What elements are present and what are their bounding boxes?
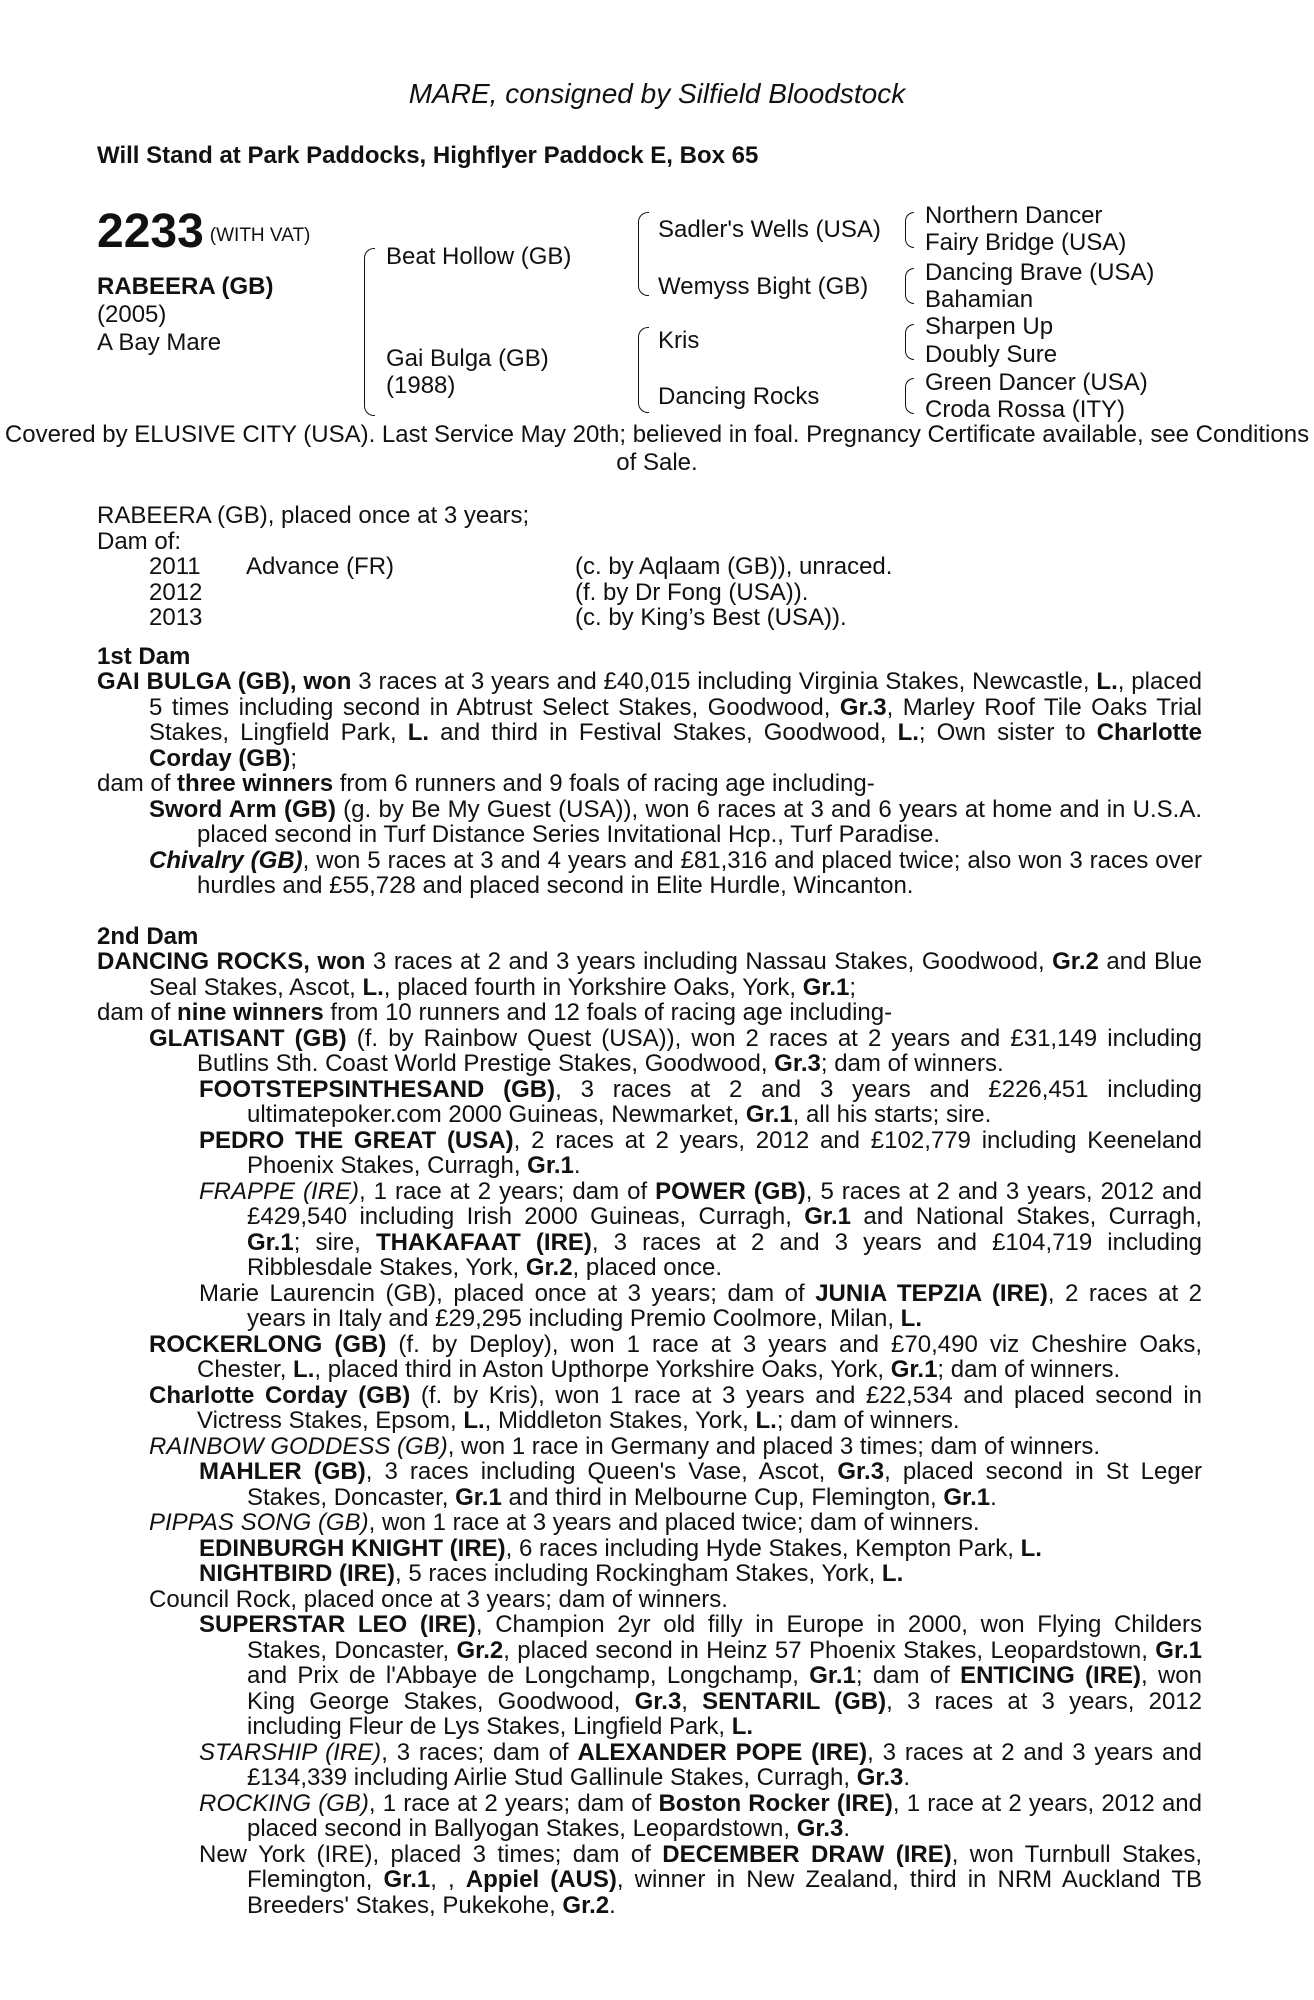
offspring-entry: [97, 1536, 1202, 1562]
group-mark: Gr.1: [745, 1101, 793, 1128]
first-dam-heading: 1st Dam: [97, 642, 191, 670]
horse-description: A Bay Mare: [97, 329, 222, 356]
text: , placed fourth in Yorkshire Oaks, York,: [383, 973, 803, 1001]
offspring-name: DECEMBER DRAW (IRE): [662, 1840, 952, 1868]
text: , 6 races including Hyde Stakes, Kempton Park,: [505, 1534, 1021, 1562]
produce-list: [97, 554, 1202, 631]
second-dam-summary: [97, 1000, 1202, 1026]
offspring-name: ROCKING (GB): [199, 1789, 369, 1817]
offspring-entry: [97, 1561, 1202, 1587]
offspring-name: JUNIA TEPZIA (IRE): [815, 1279, 1048, 1307]
text: and third in Festival Stakes, Goodwood,: [429, 719, 898, 746]
offspring-entry: [97, 1434, 1202, 1460]
offspring-entry: [97, 1459, 1202, 1510]
text: , 3 races at 3 years, 2012 including Fleur de Lys Stakes, Lingfield Park,: [247, 1687, 1202, 1740]
text: ; dam of winners.: [937, 1356, 1121, 1383]
offspring-name: RAINBOW GODDESS (GB): [149, 1432, 448, 1460]
group-mark: Gr.1: [383, 1866, 431, 1893]
text: , 3 races at 2 and 3 years and £226,451 including ultimatepoker.com 2000 Guineas, Newmarket,: [247, 1075, 1202, 1128]
offspring-name: SUPERSTAR LEO (IRE): [199, 1611, 476, 1638]
group-mark: Gr.2: [1052, 948, 1099, 975]
pedigree-gen3-6: Doubly Sure: [925, 341, 1058, 368]
text: , all his starts; sire.: [792, 1101, 992, 1128]
text: , 5 races at 2 and 3 years, 2012 and £429,540 including Irish 2000 Guineas, Curragh,: [247, 1177, 1202, 1230]
listed-mark: L.: [897, 719, 919, 746]
listed-mark: L.: [293, 1356, 315, 1383]
text: , 1 race at 2 years; dam of: [359, 1177, 656, 1205]
text: New York (IRE), placed 3 times; dam of: [199, 1840, 663, 1868]
text: , 5 races including Rockingham Stakes, York,: [394, 1560, 882, 1587]
text: ;: [849, 973, 857, 1001]
group-mark: Gr.1: [943, 1483, 991, 1511]
text: .: [573, 1152, 581, 1179]
offspring-name: PIPPAS SONG (GB): [149, 1509, 369, 1536]
offspring-name: Appiel (AUS): [465, 1866, 617, 1893]
text: , placed 5 times including second in Abtrust Select Stakes, Goodwood,: [149, 668, 1203, 721]
offspring-name: POWER (GB): [655, 1177, 806, 1205]
listed-mark: L.: [731, 1713, 754, 1740]
text: , won 5 races at 3 and 4 years and £81,316 and placed twice; also won 3 races over hurdles and £55,728 and placed second in Elite Hurdle, Wincanton.: [197, 846, 1202, 899]
text: .: [843, 1815, 851, 1842]
listed-mark: L.: [1020, 1534, 1042, 1562]
listed-mark: L.: [900, 1305, 922, 1332]
offspring-entry: [97, 1510, 1202, 1536]
offspring-name: ALEXANDER POPE (IRE): [577, 1738, 868, 1766]
sister-name: Charlotte Corday (GB): [149, 719, 1202, 772]
page-title: MARE, consigned by Silfield Bloodstock: [408, 78, 906, 109]
offspring-entry: [97, 1128, 1202, 1179]
text: 3 races at 3 years and £40,015 including Virginia Stakes, Newcastle,: [351, 668, 1097, 695]
text: , 1 race at 2 years; dam of: [368, 1789, 659, 1817]
offspring-name: ROCKERLONG (GB): [149, 1330, 387, 1358]
text: , won King George Stakes, Goodwood,: [247, 1662, 1202, 1715]
winners-count: three winners: [177, 770, 334, 797]
text: , 2 races at 2 years in Italy and £29,295 including Premio Coolmore, Milan,: [247, 1279, 1202, 1332]
offspring-entry: [97, 1587, 1202, 1613]
pedigree-sire: Beat Hollow (GB): [386, 243, 572, 270]
text: , placed second in St Leger Stakes, Doncaster,: [247, 1458, 1203, 1511]
group-mark: Gr.1: [527, 1152, 574, 1179]
pedigree-gen3-3: Dancing Brave (USA): [925, 259, 1155, 286]
covered-note: Covered by ELUSIVE CITY (USA). Last Service May 20th; believed in foal. Pregnancy Certificate available, see Conditions of Sale.: [4, 421, 1310, 476]
text: ;: [290, 744, 298, 772]
group-mark: Gr.3: [796, 1815, 844, 1842]
text: , winner in New Zealand, third in NRM Auckland TB Breeders' Stakes, Pukekohe,: [247, 1866, 1203, 1919]
pedigree-gen3-5: Sharpen Up: [925, 313, 1054, 340]
offspring-entry: [97, 1332, 1202, 1383]
offspring-name: FRAPPE (IRE): [199, 1177, 360, 1205]
pedigree-dam-dam: Dancing Rocks: [658, 383, 820, 410]
won-label: won: [303, 668, 352, 695]
offspring-entry: [97, 1077, 1202, 1128]
text: Council Rock, placed once at 3 years; dam of winners.: [149, 1585, 728, 1613]
text: Marie Laurencin (GB), placed once at 3 years; dam of: [199, 1279, 816, 1307]
foal-note: (c. by King’s Best (USA)).: [575, 604, 847, 631]
group-mark: Gr.2: [562, 1891, 610, 1919]
pedigree-gen3-7: Green Dancer (USA): [925, 369, 1148, 396]
offspring-entry: [97, 1383, 1202, 1434]
listed-mark: L.: [362, 973, 384, 1001]
pedigree-brace-gen1: [364, 248, 375, 416]
group-mark: Gr.1: [455, 1483, 502, 1511]
text: , won Turnbull Stakes, Flemington,: [247, 1840, 1202, 1893]
pedigree-gen3-2: Fairy Bridge (USA): [925, 229, 1127, 256]
offspring-name: PEDRO THE GREAT (USA): [199, 1126, 514, 1154]
pedigree-brace-dam: [638, 327, 649, 413]
group-mark: Gr.1: [247, 1228, 294, 1256]
first-dam-entry: [97, 669, 1202, 771]
vat-note: (WITH VAT): [209, 225, 311, 246]
pedigree-brace-dd: [905, 378, 914, 414]
text: , 3 races at 2 and 3 years and £134,339 including Airlie Stud Gallinule Stakes, Curragh,: [247, 1738, 1202, 1791]
won-label: won: [317, 948, 366, 975]
group-mark: Gr.1: [804, 1203, 851, 1230]
second-dam-entry: [97, 949, 1202, 1000]
first-dam-summary: [97, 771, 1202, 797]
offspring-name: NIGHTBIRD (IRE): [199, 1560, 395, 1587]
text: , 3 races including Queen's Vase, Ascot,: [365, 1458, 838, 1485]
text: , 3 races; dam of: [381, 1738, 578, 1766]
text: ; sire,: [293, 1228, 376, 1256]
offspring-entry: [97, 1281, 1202, 1332]
text: , won 1 race at 3 years and placed twice; dam of winners.: [368, 1509, 980, 1536]
offspring-name: MAHLER (GB): [199, 1458, 366, 1485]
text: ; dam of winners.: [820, 1050, 1004, 1077]
pedigree-gen3-8: Croda Rossa (ITY): [925, 396, 1126, 423]
text: (f. by Kris), won 1 race at 3 years and £22,534 and placed second in Victress Stakes, Epsom,: [197, 1381, 1202, 1434]
text: and Blue Seal Stakes, Ascot,: [149, 948, 1202, 1001]
foal-name: [246, 580, 575, 606]
text: ; Own sister to: [918, 719, 1097, 746]
stand-location: Will Stand at Park Paddocks, Highflyer Paddock E, Box 65: [97, 142, 759, 169]
lot-number: [97, 205, 311, 260]
text: .: [903, 1764, 911, 1791]
text: .: [609, 1891, 616, 1919]
group-mark: Gr.1: [802, 973, 850, 1001]
text: , 3 races at 2 and 3 years and £104,719 including Ribblesdale Stakes, York,: [247, 1228, 1203, 1281]
text: and third in Melbourne Cup, Flemington,: [501, 1483, 944, 1511]
dam-name: GAI BULGA (GB): [97, 668, 290, 695]
foal-name: [246, 605, 575, 631]
text: from 6 runners and 9 foals of racing age including-: [333, 770, 875, 797]
offspring-name: GLATISANT (GB): [149, 1024, 347, 1052]
text: , Champion 2yr old filly in Europe in 2000, won Flying Childers Stakes, Doncaster,: [247, 1611, 1203, 1664]
offspring-name: Chivalry (GB): [149, 846, 303, 874]
listed-mark: L.: [1096, 668, 1118, 695]
offspring-name: ENTICING (IRE): [960, 1662, 1142, 1689]
group-mark: Gr.1: [809, 1662, 856, 1689]
listed-mark: L.: [755, 1407, 777, 1434]
offspring-name: STARSHIP (IRE): [199, 1738, 382, 1766]
pedigree-dam-year: (1988): [386, 372, 456, 399]
pedigree-brace-sire: [638, 212, 649, 296]
pedigree-gen3-4: Bahamian: [925, 286, 1034, 313]
listed-mark: L.: [463, 1407, 485, 1434]
text: ; dam of: [855, 1662, 961, 1689]
horse-name: RABEERA (GB): [97, 273, 274, 300]
offspring-entry: [97, 1740, 1202, 1791]
group-mark: Gr.3: [634, 1687, 682, 1715]
text: , 2 races at 2 years, 2012 and £102,779 including Keeneland Phoenix Stakes, Curragh,: [247, 1126, 1202, 1179]
group-mark: Gr.1: [1155, 1636, 1202, 1664]
text: (f. by Rainbow Quest (USA)), won 2 races at 2 years and £31,149 including Butlins Sth. Coast World Prestige Stakes, Goodwood,: [197, 1024, 1202, 1077]
text: dam of: [97, 770, 178, 797]
group-mark: Gr.3: [837, 1458, 885, 1485]
text: , won 1 race in Germany and placed 3 times; dam of winners.: [447, 1432, 1100, 1460]
dam-name: DANCING ROCKS: [97, 948, 304, 975]
text: , ,: [430, 1866, 466, 1893]
foal-year: 2013: [149, 604, 203, 631]
text: dam of: [97, 999, 178, 1026]
text: (g. by Be My Guest (USA)), won 6 races at 3 and 6 years at home and in U.S.A. placed second in Turf Distance Series Invitational Hcp., Turf Paradise.: [197, 795, 1202, 848]
offspring-name: THAKAFAAT (IRE): [375, 1228, 592, 1256]
offspring-name: Boston Rocker (IRE): [658, 1789, 893, 1817]
text: , Middleton Stakes, York,: [484, 1407, 756, 1434]
group-mark: Gr.3: [839, 693, 887, 721]
text: and National Stakes, Curragh,: [850, 1203, 1202, 1230]
text: , 1 race at 2 years, 2012 and placed second in Ballyogan Stakes, Leopardstown,: [247, 1789, 1203, 1842]
pedigree-sire-sire: Sadler's Wells (USA): [658, 216, 881, 243]
group-mark: Gr.2: [525, 1254, 573, 1281]
text: , Marley Roof Tile Oaks Trial Stakes, Lingfield Park,: [149, 693, 1202, 746]
offspring-entry: [97, 797, 1202, 848]
dam-of-label: Dam of:: [97, 527, 182, 555]
offspring-name: EDINBURGH KNIGHT (IRE): [199, 1534, 506, 1562]
lot-number-value: 2233: [97, 205, 204, 258]
pedigree-gen3-1: Northern Dancer: [925, 202, 1103, 229]
winners-count: nine winners: [177, 999, 324, 1026]
text: from 10 runners and 12 foals of racing age including-: [323, 999, 893, 1026]
offspring-name: FOOTSTEPSINTHESAND (GB): [199, 1075, 556, 1103]
pedigree-dam: Gai Bulga (GB): [386, 345, 549, 372]
foal-year: 2011: [149, 553, 201, 580]
offspring-entry: [97, 1026, 1202, 1077]
text: 3 races at 2 and 3 years including Nassau Stakes, Goodwood,: [365, 948, 1053, 975]
listed-mark: L.: [881, 1560, 904, 1587]
pedigree-sire-dam: Wemyss Bight (GB): [658, 273, 869, 300]
second-dam-heading: 2nd Dam: [97, 922, 199, 950]
offspring-name: SENTARIL (GB): [702, 1687, 887, 1715]
pedigree-brace-ss: [905, 212, 914, 248]
listed-mark: L.: [407, 719, 430, 746]
pedigree-dam-sire: Kris: [658, 327, 700, 354]
comma: ,: [289, 668, 304, 695]
comma: ,: [303, 948, 318, 975]
text: , placed third in Aston Upthorpe Yorkshire Oaks, York,: [314, 1356, 891, 1383]
text: and Prix de l'Abbaye de Longchamp, Longchamp,: [247, 1662, 810, 1689]
group-mark: Gr.1: [890, 1356, 938, 1383]
horse-year: (2005): [97, 301, 167, 328]
offspring-name: Charlotte Corday (GB): [149, 1381, 411, 1409]
offspring-entry: [97, 1842, 1202, 1919]
pedigree-brace-ds: [905, 324, 914, 360]
offspring-entry: [97, 1791, 1202, 1842]
catalogue-body: [97, 503, 1202, 1918]
foal-note: (c. by Aqlaam (GB)), unraced.: [575, 553, 893, 580]
foal-year: 2012: [149, 578, 203, 606]
offspring-entry: [97, 848, 1202, 899]
produce-intro: RABEERA (GB), placed once at 3 years;: [97, 502, 530, 529]
text: , placed second in Heinz 57 Phoenix Stakes, Leopardstown,: [503, 1636, 1156, 1664]
group-mark: Gr.3: [856, 1764, 904, 1791]
offspring-name: Sword Arm (GB): [149, 795, 336, 823]
pedigree-brace-sd: [905, 268, 914, 304]
text: ,: [681, 1687, 703, 1715]
text: (f. by Deploy), won 1 race at 3 years and £70,490 viz Cheshire Oaks, Chester,: [197, 1330, 1203, 1383]
text: , placed once.: [572, 1254, 722, 1281]
group-mark: Gr.2: [456, 1636, 504, 1664]
offspring-entry: [97, 1612, 1202, 1740]
text: .: [990, 1483, 997, 1511]
foal-note: (f. by Dr Fong (USA)).: [575, 578, 809, 606]
offspring-entry: [97, 1179, 1202, 1281]
foal-name: Advance (FR): [246, 553, 395, 580]
group-mark: Gr.3: [774, 1050, 821, 1077]
text: ; dam of winners.: [776, 1407, 960, 1434]
